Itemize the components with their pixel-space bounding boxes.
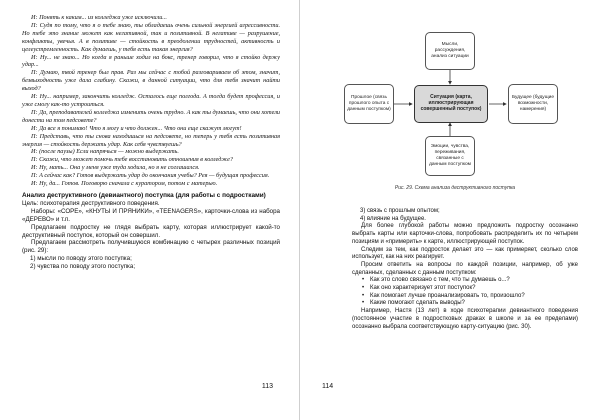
dialog-line: И: Ну... например, закончить колледж. Осталось еще полгода. А тогда будет профессия, и уже смогу как-то устроиться. bbox=[22, 93, 280, 108]
dialog-line: И: Ну, мать... Она у меня уже туда ходила, но я не соглашался. bbox=[31, 164, 200, 172]
left-page-content bbox=[22, 14, 280, 271]
dialog-line: И: Ну... не знаю... Но когда я раньше ходил на бокс, тренер говорил, что я стойко держу удар... bbox=[22, 53, 280, 69]
past-box: Прошлое (связь прошлого опыта с данным поступком) bbox=[344, 84, 394, 124]
dialog-line: И: Да все я понимаю! Что я могу и что должен... Что они еще скажут могут! bbox=[31, 124, 242, 132]
emotions-box: Эмоции, чувства, переживания, связанные с данным поступком bbox=[425, 136, 475, 176]
paragraph: Для более глубокой работы можно предложить подростку осознанно выбрать карты или карточки-слова, попробовать распределить их по четырем позициям и «примерить» к карте, иллюстрирующей поступок. bbox=[352, 223, 578, 245]
figure-caption: Рис. 29. Схема анализа деструктивного поступка bbox=[394, 185, 516, 191]
list-item: 3) связь с прошлым опытом; bbox=[360, 208, 440, 214]
section-heading: Анализ деструктивного (девиантного) поступка (для работы с подростками) bbox=[22, 191, 266, 199]
situation-box: Ситуация (карта, иллюстрирующая совершенный поступок) bbox=[414, 85, 488, 123]
analysis-diagram bbox=[336, 24, 566, 184]
dialog-line: П: Судя по тому, что я о тебе знаю, ты обладаешь очень сильной энергией агрессивности. Но тебе это знание может как негативной, так и позитивной. В негативе — разрушение, конфликты, увечья. А в позитиве — стойкость в преодолении трудностей, активность и целеустремленность. Как думаешь, у тебя есть такая энергия? bbox=[22, 21, 280, 53]
next-paragraph: Предлагаем рассмотреть получившуюся комбинацию с четырех различных позиций (рис. 29): bbox=[22, 239, 280, 255]
question-item: • Как это слово связано с тем, что ты думаешь о...? bbox=[352, 277, 578, 285]
thoughts-box: Мысли, рассуждения, анализ ситуации bbox=[425, 32, 475, 70]
offer-paragraph: Предлагаем подростку не глядя выбрать карту, которая иллюстрирует какой-то деструктивный поступок, который он совершил. bbox=[22, 223, 280, 239]
page-number: 114 bbox=[322, 383, 334, 390]
dialog-line: П: А сейчас как? Готов выдержать удар до окончания учебы? Рея — будущая профессия. bbox=[31, 172, 270, 180]
right-page-content bbox=[352, 208, 578, 331]
page-number: 113 bbox=[261, 383, 273, 390]
dialog-line: П: Да, преподавателей колледжа изменить очень трудно. А как ты думаешь, что они хотели донести на том педсовете? bbox=[22, 108, 280, 124]
list-item: 2) чувства по поводу этого поступка; bbox=[30, 263, 136, 271]
list-item: 4) влияние на будущее. bbox=[360, 215, 426, 222]
dialog-line: П: Думаю, твой тренер был прав. Раз мы сейчас с тобой разговариваем об этом, значит, безвыходность уже дала слабину. Скажи, в данной ситуации, что для тебя значит найти выход? bbox=[22, 69, 280, 93]
question-item: • Как помогает лучше проанализировать то, произошло? bbox=[352, 293, 578, 301]
paragraph: Например, Настя (13 лет) в ходе психотерапии девиантного поведения (постоянное участие в подростковых драках в школе и за ее пределами) осознанно выбрала соответствующую карту-ситуацию (рис. 30). bbox=[352, 308, 578, 330]
dialog-line: И: Понять к каким... из колледжа уже исключили... bbox=[31, 14, 167, 21]
positions-list bbox=[22, 255, 280, 271]
list-item: 1) мысли по поводу этого поступка; bbox=[30, 255, 132, 263]
goal-paragraph: Цель: психотерапия деструктивного поведения. bbox=[22, 199, 160, 207]
dialog-line: И: Ну, да... Готов. Поговорю сначала с куратором, потом с матерью. bbox=[31, 180, 218, 188]
question-item: • Как оно характеризует этот поступок? bbox=[352, 285, 578, 293]
dialog-line: И: (после паузы) Если напрячься — можно выдержать. bbox=[31, 148, 179, 156]
dialog-line: П: Представь, что ты снова находишься на педсовете, но теперь у тебя есть позитивная энергия — стойкость держать удар. Как себя чувствуешь? bbox=[22, 132, 280, 148]
sets-paragraph: Наборы: «СОРЕ», «КНУТЫ И ПРЯНИКИ», «TEENAGERS», карточки-слова из набора «ДЕРЕВО» и т.п. bbox=[22, 207, 280, 223]
future-box: Будущее (будущие возможности, намерения) bbox=[508, 84, 558, 124]
paragraph: Просим ответить на вопросы по каждой позиции, например, об уже сделанных, сделанных с данным поступком: bbox=[352, 261, 578, 276]
dialog-line: П: Скажи, что может помочь тебе восстановить отношения в колледже? bbox=[31, 156, 233, 164]
question-item: • Какие помогают сделать выводы? bbox=[352, 300, 578, 308]
paragraph: Следим за тем, как подросток делает это — как примеряет, сколько слов использует, как на них реагирует. bbox=[352, 246, 578, 261]
